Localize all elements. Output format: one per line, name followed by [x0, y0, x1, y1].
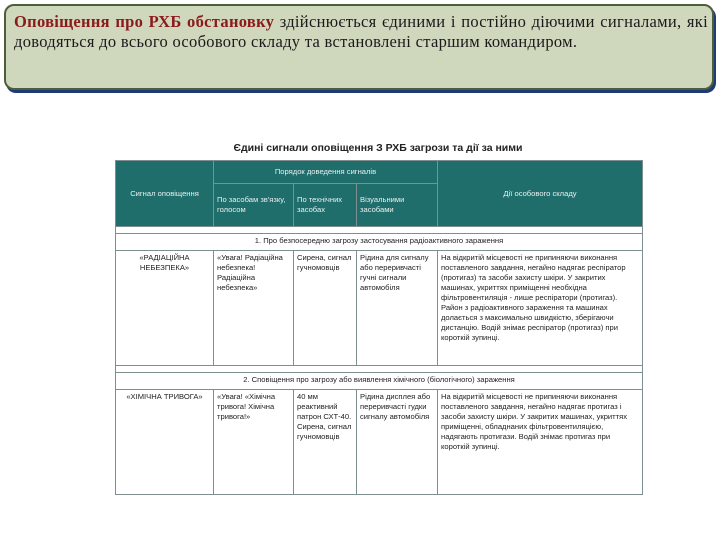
voice-cell: «Увага! Радіаційна небезпека! Радіаційна небезпека» — [214, 251, 294, 366]
visual-cell: Рідина для сигналу або переривчасті гучні сигнали автомобіля — [357, 251, 438, 366]
header-voice: По засобам зв'язку, голосом — [214, 184, 294, 227]
actions-cell: На відкритій місцевості не припиняючи виконання поставленого завдання, негайно надягає респіратор (протигаз) та засоби захисту шкіри. У закритих машинах, укриттях приміщенні необхідна фільтровентиляція - лише респіратори (протигаз). Район з радіоактивного зараження та машинах долається з максимально швидкістю, зберігаючи дистанцію. Водій знімає респіратор (протигаз) при короткій зупинці. — [438, 251, 643, 366]
table-row — [116, 390, 643, 495]
section-row — [116, 373, 643, 390]
actions-cell: На відкритій місцевості не припиняючи виконання поставленого завдання, негайно надягає протигаз і засоби захисту шкіри. У закритих машинах, укриттях приміщенні, обладнаних фільтровентиляцією, надягають протигази. Водій знімає протигаз при короткій зупинці. — [438, 390, 643, 495]
notice-text — [14, 12, 708, 52]
voice-cell: «Увага! «Хімічна тривога! Хімічна тривога!» — [214, 390, 294, 495]
header-visual: Візуальними засобами — [357, 184, 438, 227]
signal-name: «РАДІАЦІЙНА НЕБЕЗПЕКА» — [116, 251, 214, 366]
document-title: Єдині сигнали оповіщення З РХБ загрози та дії за ними — [233, 142, 523, 154]
signals-table — [115, 160, 643, 495]
header-personnel: Дії особового складу — [438, 161, 643, 227]
notice-banner — [4, 4, 714, 90]
notice-rest: здійснюється єдиними і постійно діючими сигналами, які доводяться до всього особового складу та встановлені старшим командиром. — [14, 12, 709, 51]
visual-cell: Рідина дисплея або переривчасті гудки сигналу автомобіля — [357, 390, 438, 495]
header-technical: По технічних засобах — [294, 184, 357, 227]
notice-lead: Оповіщення про РХБ обстановку — [14, 12, 275, 31]
section-title: 2. Сповіщення про загрозу або виявлення хімічного (біологічного) зараження — [116, 373, 643, 390]
signal-name: «ХІМІЧНА ТРИВОГА» — [116, 390, 214, 495]
spacer-row — [116, 366, 643, 373]
spacer-row — [116, 227, 643, 234]
technical-cell: 40 мм реактивний патрон СХТ-40. Сирена, сигнал гучномовців — [294, 390, 357, 495]
table-row — [116, 251, 643, 366]
header-procedure: Порядок доведення сигналів — [214, 161, 438, 184]
section-row — [116, 234, 643, 251]
technical-cell: Сирена, сигнал гучномовців — [294, 251, 357, 366]
header-row — [116, 161, 643, 184]
section-title: 1. Про безпосередню загрозу застосування радіоактивного зараження — [116, 234, 643, 251]
header-signal: Сигнал оповіщення — [116, 161, 214, 227]
